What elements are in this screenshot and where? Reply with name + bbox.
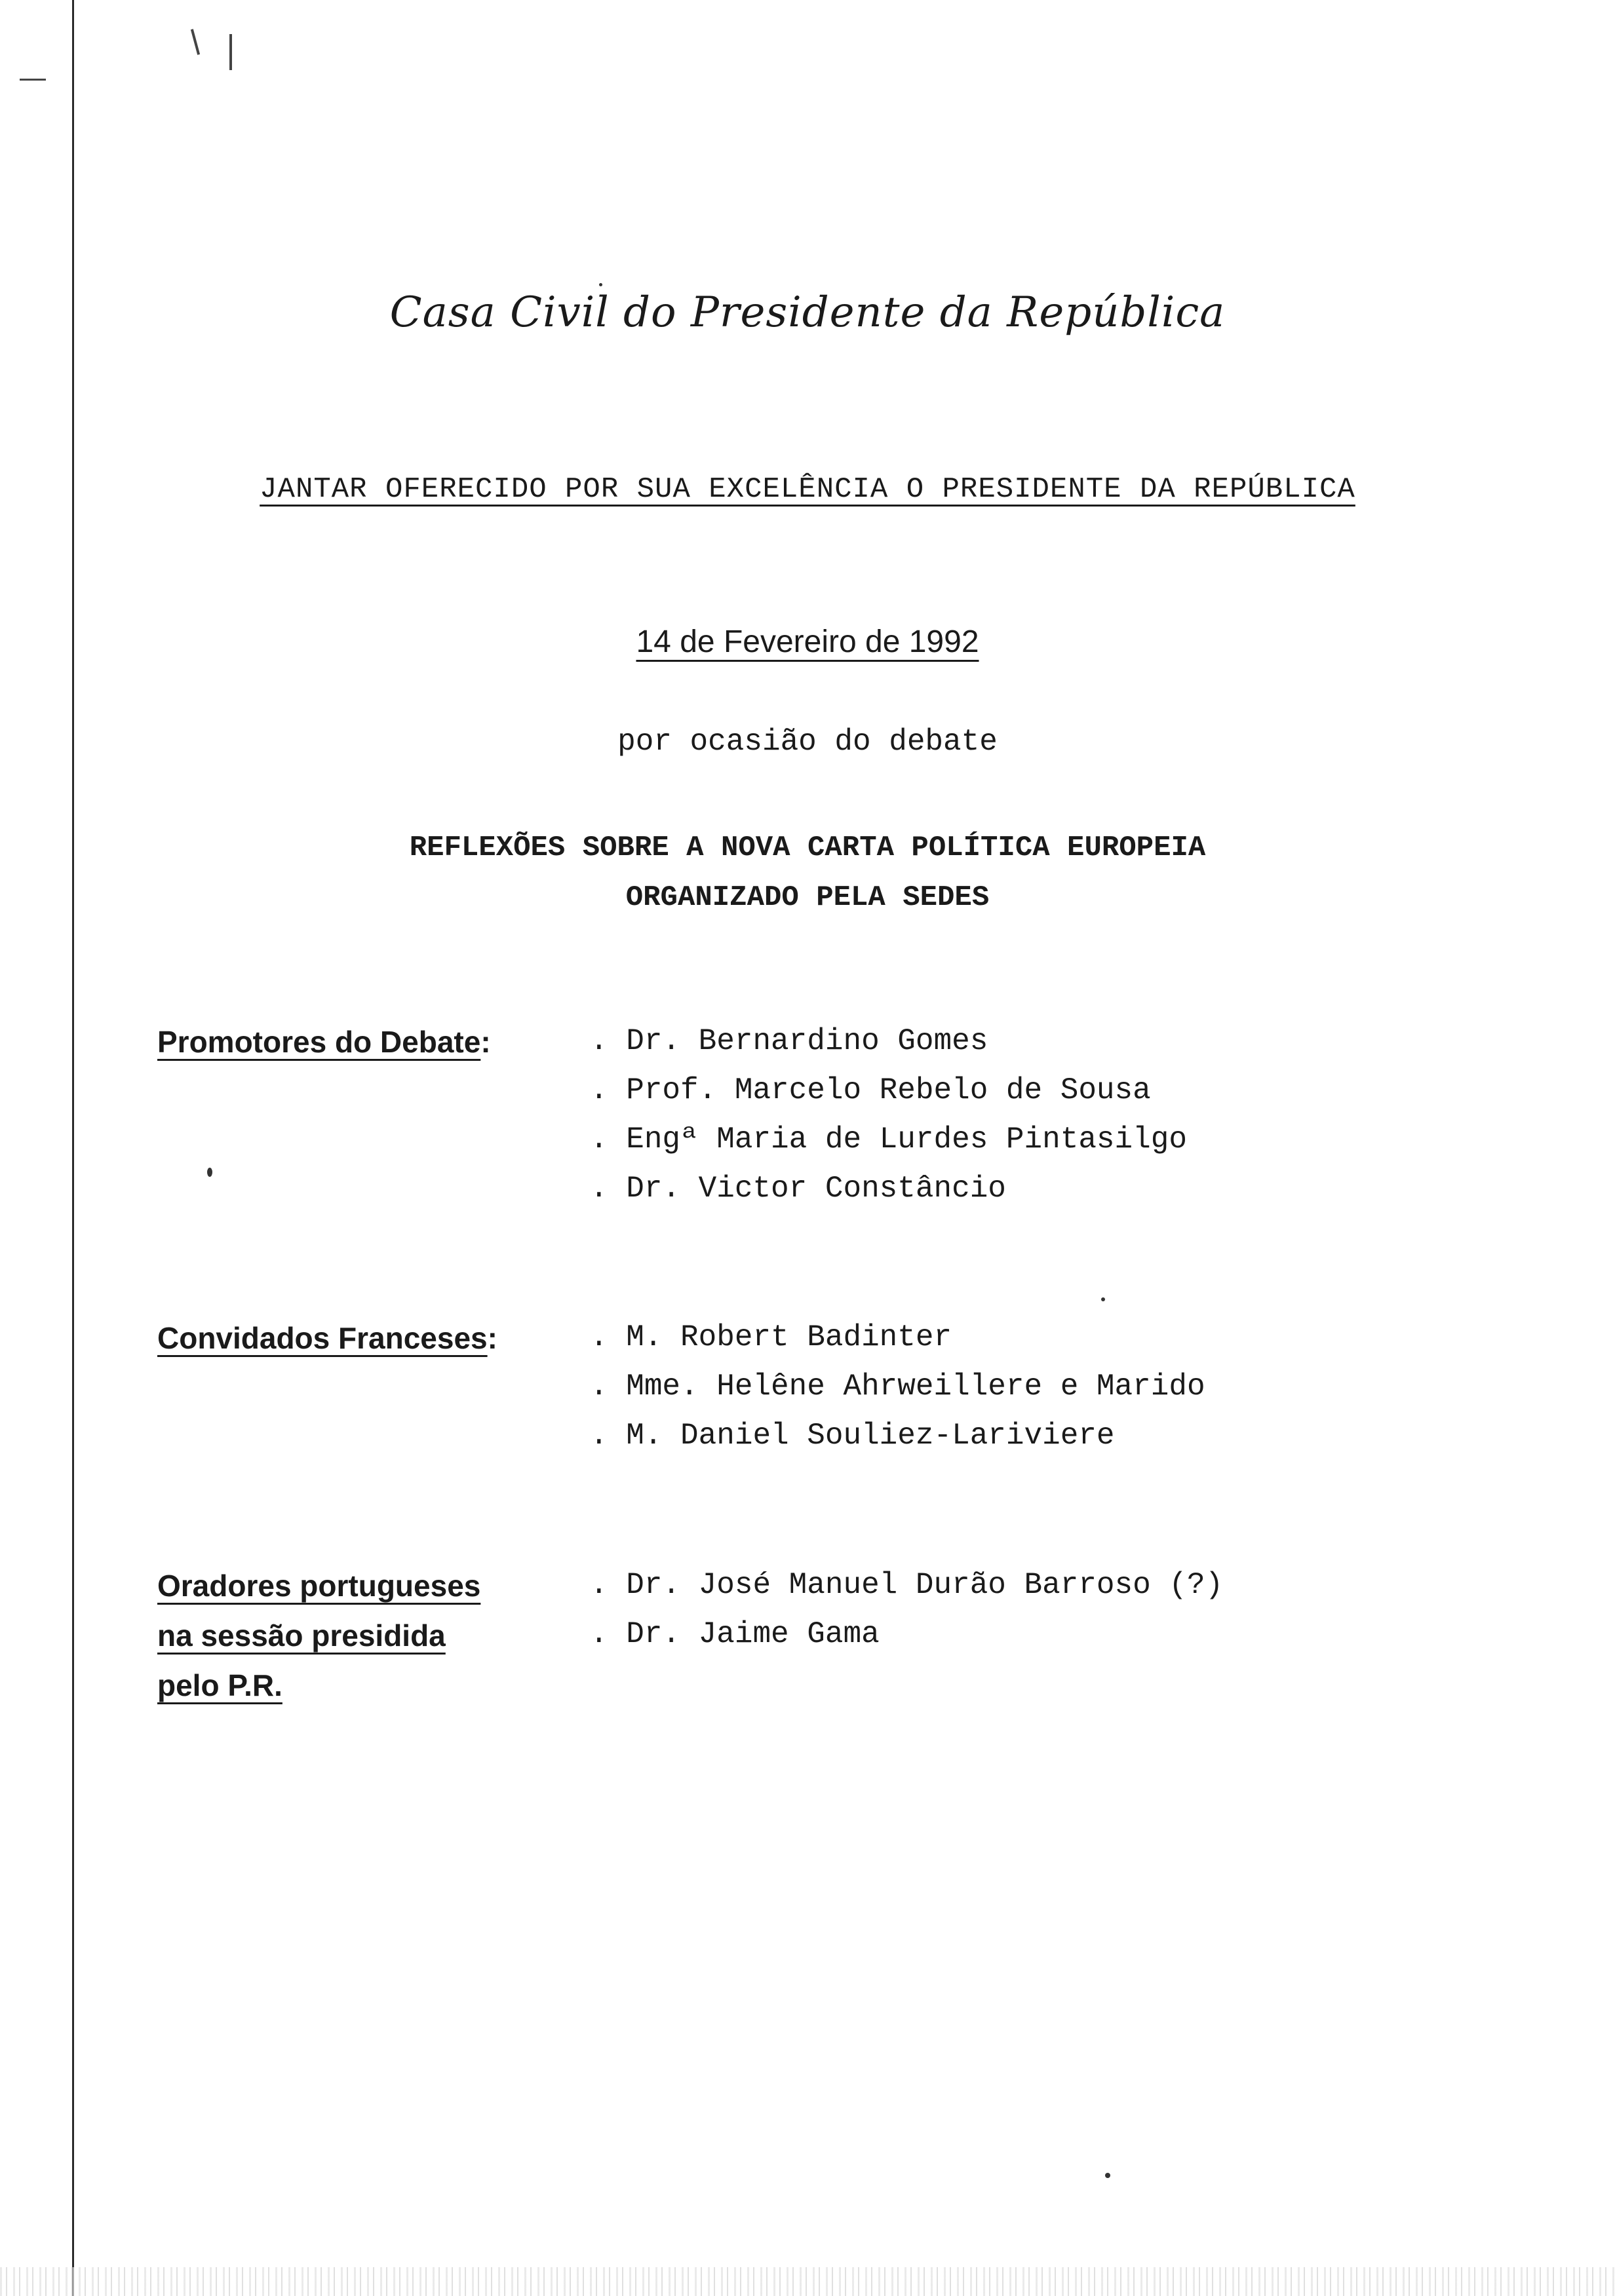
edge-mark	[229, 34, 232, 70]
event-date	[0, 624, 1615, 660]
list-item: . Dr. Bernardino Gomes	[590, 1017, 1187, 1066]
debate-subject-line1: REFLEXÕES SOBRE A NOVA CARTA POLÍTICA EUROPEIA	[409, 832, 1206, 864]
list-item: . Dr. Jaime Gama	[590, 1610, 1223, 1659]
scan-speck	[1105, 2173, 1110, 2178]
promotores-list	[590, 1017, 1187, 1214]
section-label-text: Convidados Franceses	[157, 1321, 488, 1355]
scan-speck	[207, 1168, 212, 1177]
edge-mark	[20, 79, 46, 81]
event-date-text: 14 de Fevereiro de 1992	[636, 624, 979, 659]
debate-subject	[0, 823, 1615, 923]
convidados-list	[590, 1313, 1205, 1461]
list-item: . Engª Maria de Lurdes Pintasilgo	[590, 1115, 1187, 1164]
list-item: . Dr. Victor Constâncio	[590, 1164, 1187, 1214]
document-title-text: JANTAR OFERECIDO POR SUA EXCELÊNCIA O PRESIDENTE DA REPÚBLICA	[260, 473, 1355, 506]
edge-mark	[191, 29, 200, 55]
section-label	[157, 1561, 577, 1710]
scan-speck	[599, 283, 602, 286]
list-item: . Mme. Helêne Ahrweillere e Marido	[590, 1362, 1205, 1411]
oradores-list	[590, 1561, 1223, 1659]
debate-subject-line2: ORGANIZADO PELA SEDES	[625, 881, 990, 914]
list-item: . Prof. Marcelo Rebelo de Sousa	[590, 1066, 1187, 1115]
list-item: . Dr. José Manuel Durão Barroso (?)	[590, 1561, 1223, 1610]
section-label-text: Promotores do Debate	[157, 1025, 481, 1059]
section-label-line: pelo P.R.	[157, 1668, 282, 1702]
section-label: Promotores do Debate:	[157, 1025, 491, 1059]
document-title	[0, 473, 1615, 506]
section-label-line: na sessão presidida	[157, 1618, 446, 1653]
scan-speck	[1101, 1297, 1105, 1301]
section-label: Convidados Franceses:	[157, 1321, 497, 1355]
letterhead: Casa Civil do Presidente da República	[389, 288, 1226, 337]
list-item: . M. Robert Badinter	[590, 1313, 1205, 1362]
section-label-line: Oradores portugueses	[157, 1569, 481, 1603]
occasion-line: por ocasião do debate	[617, 725, 998, 759]
list-item: . M. Daniel Souliez-Lariviere	[590, 1411, 1205, 1461]
scan-noise-strip	[0, 2267, 1615, 2296]
left-margin-rule	[72, 0, 74, 2296]
